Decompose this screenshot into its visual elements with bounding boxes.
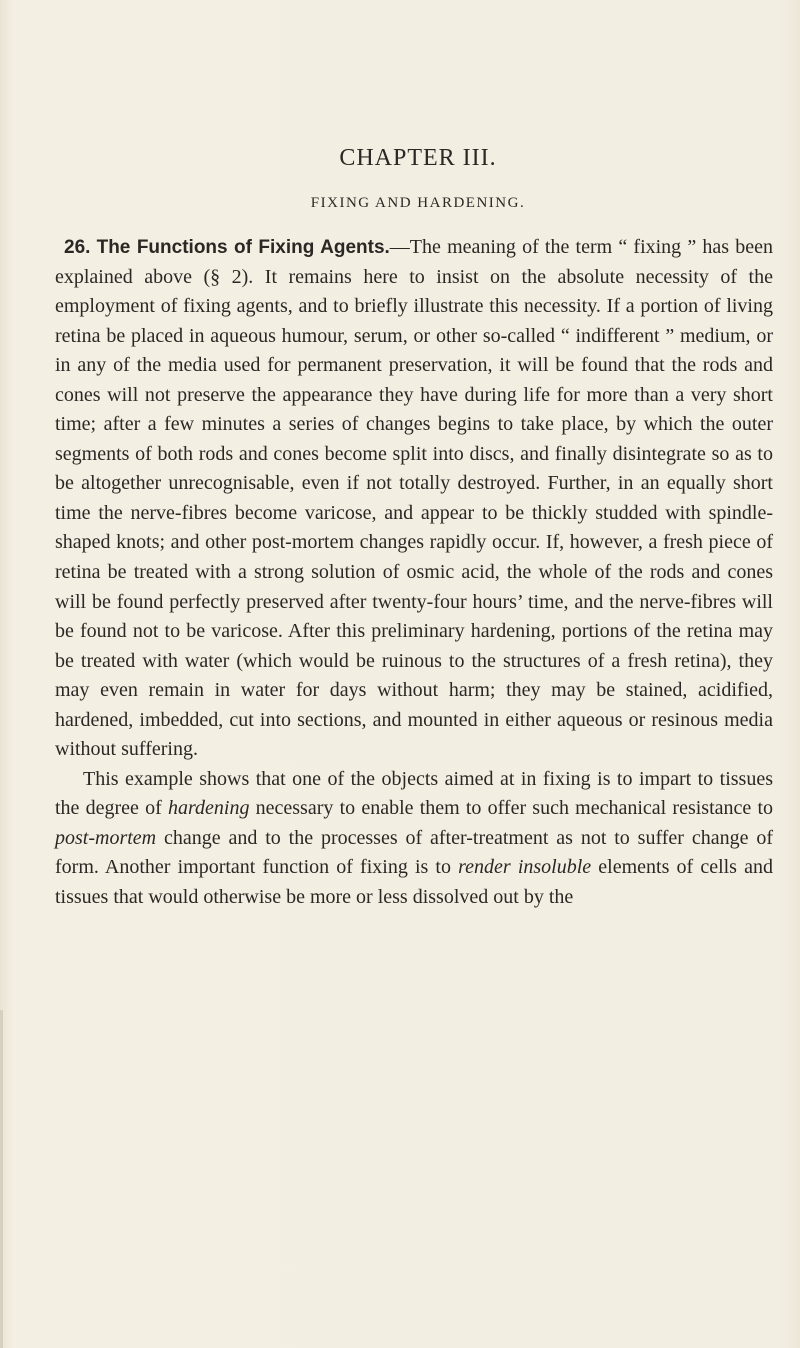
section-number: 26. [64, 237, 91, 258]
paragraph-2-text-d: elements of cells and tissues that would otherwise be more or less dissolved out by the [55, 856, 773, 909]
paragraph-2-text-b: necessary to enable them to offer such mechanical resistance to [249, 797, 774, 820]
paragraph-2-text-c: change and to the processes of after-treatment as not to suffer change of form. Another important function of fixing is to [55, 826, 773, 879]
paragraph-1 [55, 233, 773, 765]
chapter-subtitle: FIXING AND HARDENING. [310, 195, 526, 211]
emphasis-post-mortem: post-mortem [55, 826, 157, 849]
emphasis-render-insoluble: render insoluble [458, 856, 592, 879]
emphasis-hardening: hardening [167, 797, 250, 820]
paragraph-1-text: —The meaning of the term “ fixing ” has been explained above (§ 2). It remains here to insist on the absolute necessity of the employment of fixing agents, and to briefly illustrate this necessity. If a portion of living retina be placed in aqueous humour, serum, or other so-called “ indifferent ” medium, or in any of the media used for permanent preservation, it will be found that the rods and cones will not preserve the appearance they have during life for more than a very short time; after a few minutes a series of changes begins to take place, by which the outer segments of both rods and cones become split into discs, and finally disintegrate so as to be altogether unrecognisable, even if not totally destroyed. Further, in an equally short time the nerve-fibres become varicose, and appear to be thickly studded with spindle-shaped knots; and other post-mortem changes rapidly occur. If, however, a fresh piece of retina be treated with a strong solution of osmic acid, the whole of the rods and cones will be found perfectly preserved after twenty-four hours’ time, and the nerve-fibres will be found not to be varicose. After this preliminary hardening, portions of the retina may be treated with water (which would be ruinous to the structures of a fresh retina), they may even remain in water for days without harm; they may be stained, acidified, hardened, imbedded, cut into sections, and mounted in either aqueous or resinous media without suffering. [55, 236, 773, 761]
page-gutter-shadow [0, 1010, 3, 1348]
paragraph-2-text-a: This example shows that one of the objects aimed at in fixing is to impart to tissues the degree of [55, 767, 773, 820]
paragraph-2 [55, 765, 773, 913]
chapter-title: CHAPTER III. [339, 145, 497, 171]
chapter-body [55, 233, 773, 913]
section-heading: The Functions of Fixing Agents. [96, 237, 390, 258]
